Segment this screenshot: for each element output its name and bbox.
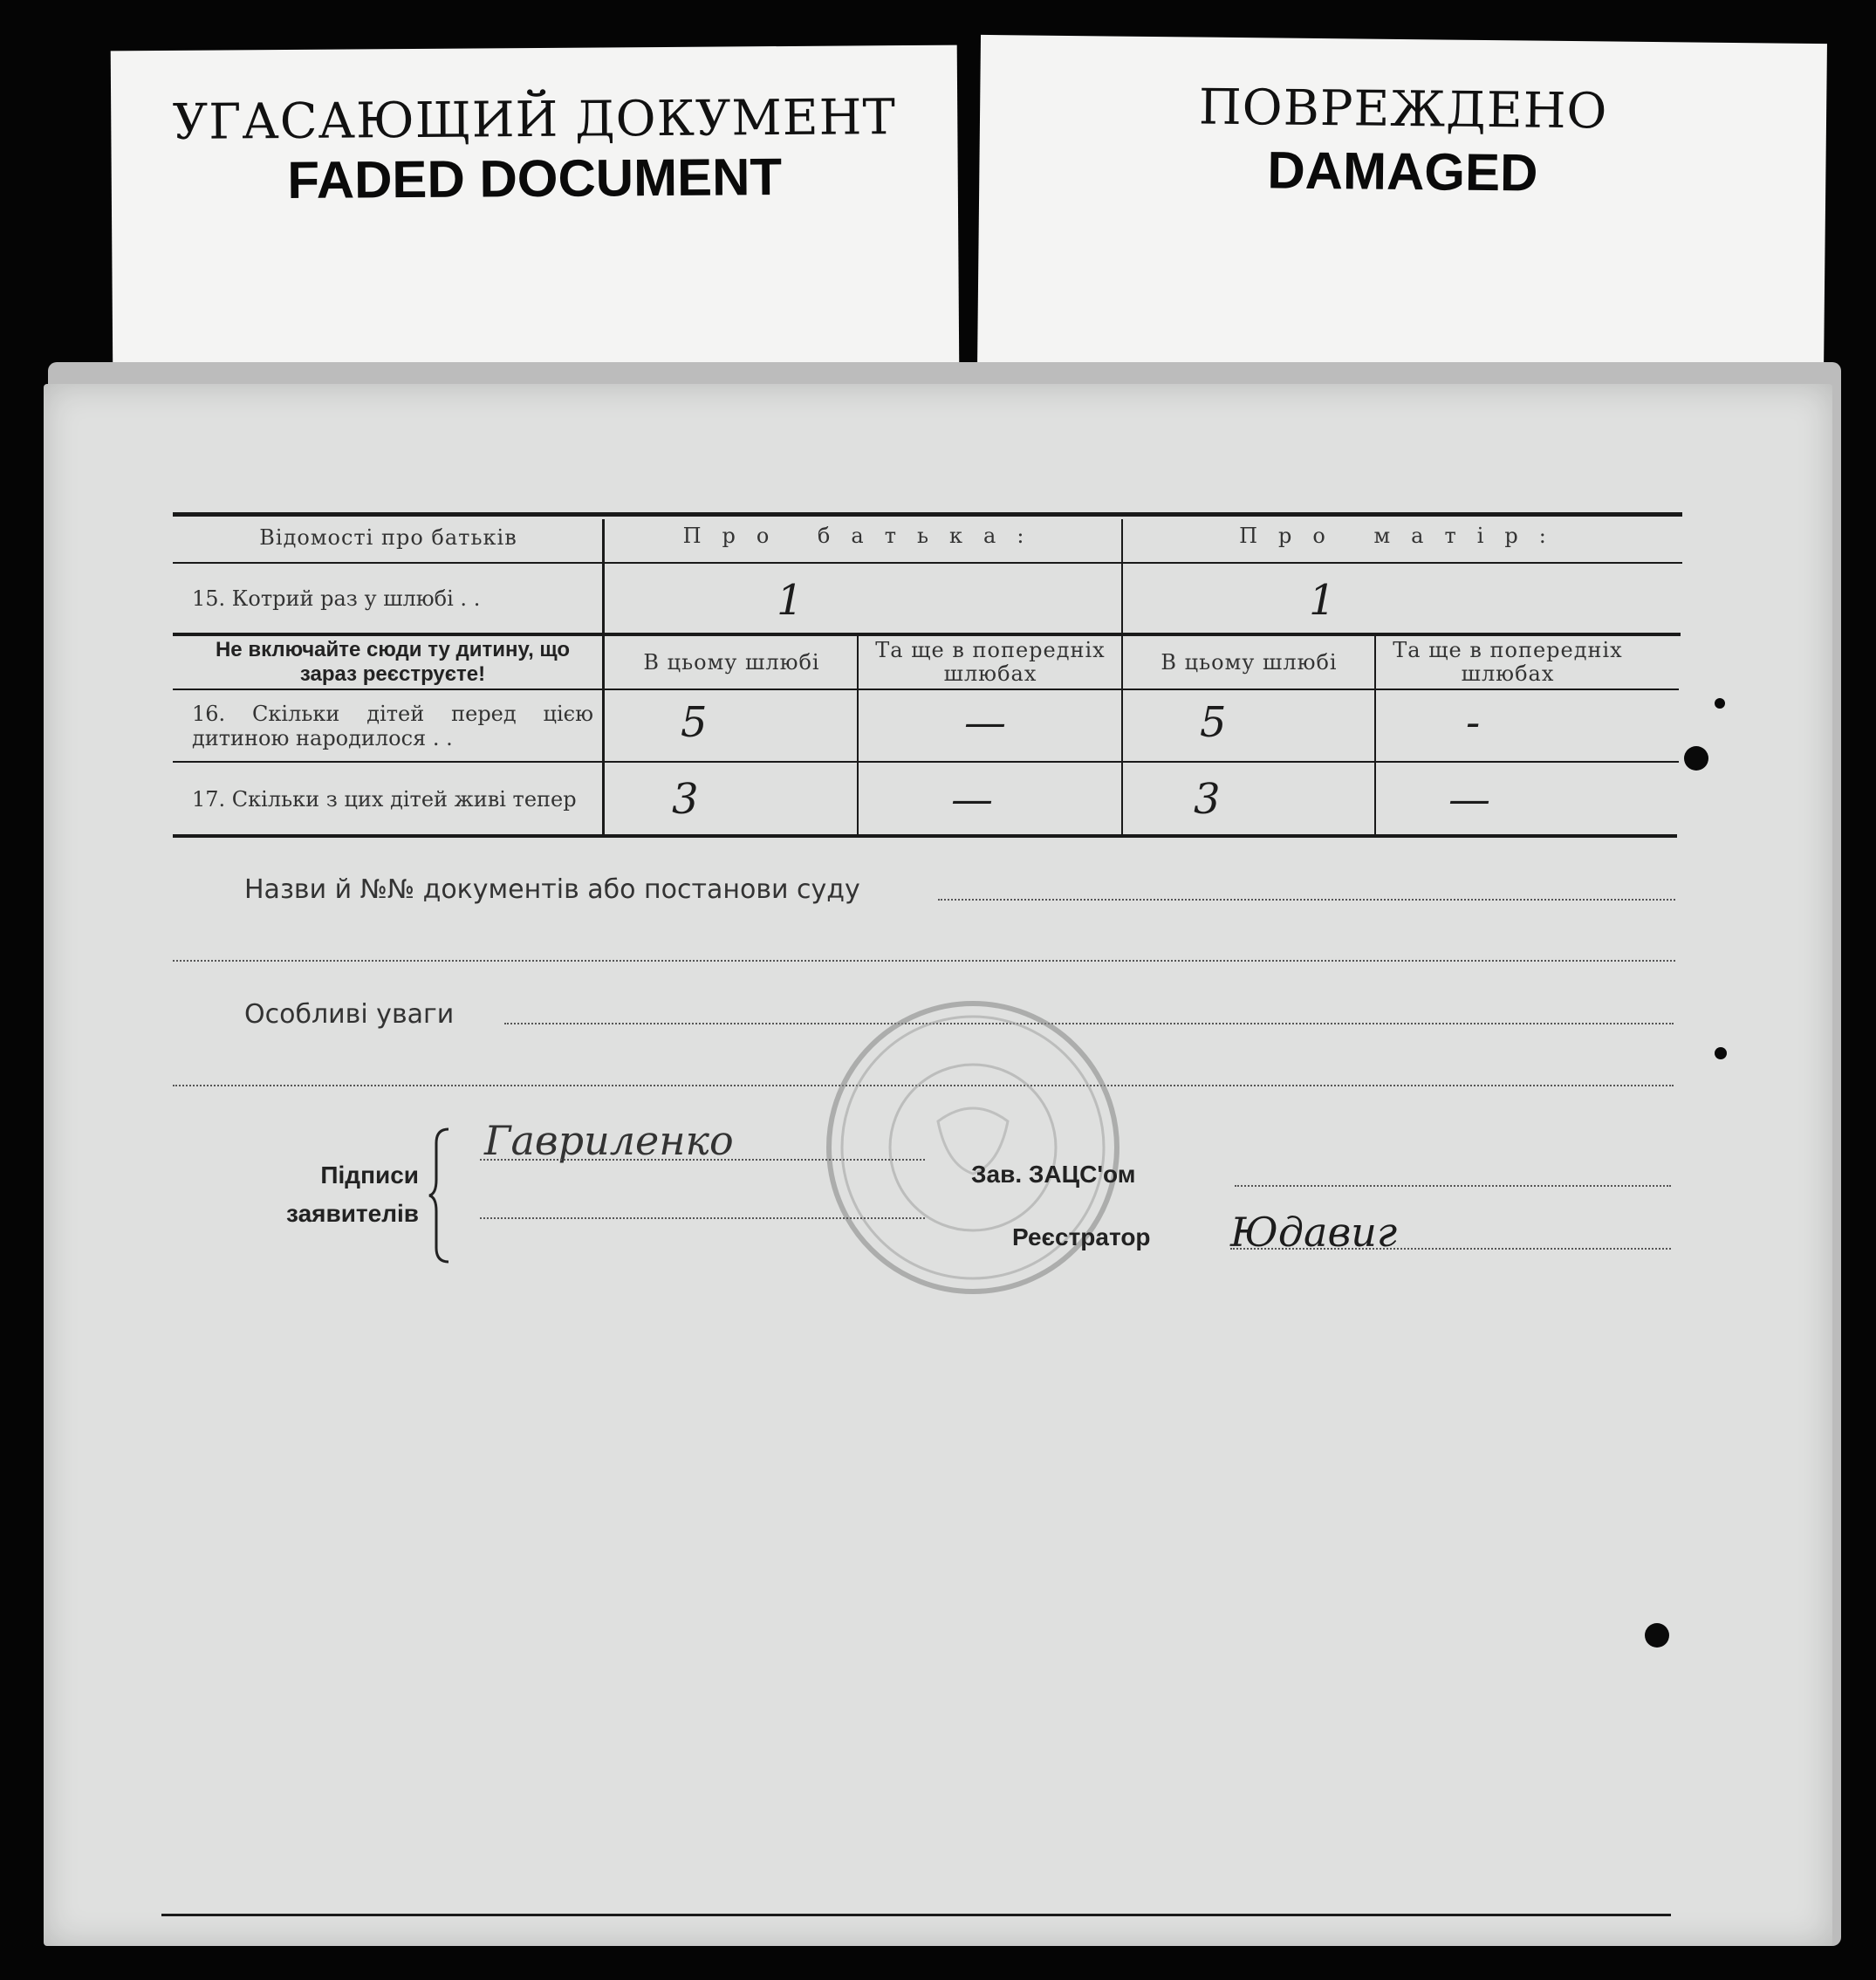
document-page: [44, 384, 1832, 1946]
table-row16-rule: [173, 761, 1679, 763]
table-header-rule: [173, 562, 1682, 564]
father-header: Про батька:: [682, 524, 1045, 548]
row16-father-this-marriage: 5: [681, 698, 708, 747]
row15-mother-value: 1: [1309, 576, 1336, 625]
row17-father-previous: —: [951, 775, 993, 824]
documents-line-2: [173, 960, 1675, 962]
registrar-label: Реєстратор: [1012, 1223, 1151, 1250]
remarks-label: Особливі уваги: [244, 999, 455, 1030]
parents-info-header: Відомості про батьків: [259, 525, 517, 550]
registrar-signature-line: [1230, 1248, 1671, 1250]
binding-hole: [1684, 746, 1708, 771]
applicant-signature: Гавриленко: [484, 1117, 734, 1164]
row17-label: 17. Скільки з цих дітей живі тепер: [192, 787, 577, 812]
father-this-marriage-header: В цьому шлюбі: [643, 650, 820, 675]
row15-label: 15. Котрий раз у шлюбі . .: [192, 586, 481, 611]
applicant-signature-line-2: [480, 1217, 925, 1219]
table-col-divider-1: [602, 519, 605, 834]
faded-label-english: FADED DOCUMENT: [287, 147, 783, 209]
row16-label: 16. Скільки дітей перед цією дитиною народилося . .: [192, 702, 593, 750]
binding-hole: [1715, 1047, 1727, 1059]
table-col-divider-3: [1121, 519, 1123, 834]
mother-previous-marriages-header: Та ще в попередніх шлюбах: [1393, 638, 1623, 686]
father-previous-marriages-header: Та ще в попередніх шлюбах: [875, 638, 1106, 686]
head-of-registry-label: Зав. ЗАЦС'ом: [971, 1161, 1136, 1188]
binding-hole: [1715, 698, 1725, 709]
table-bottom-rule: [173, 834, 1677, 838]
head-signature-line: [1235, 1185, 1671, 1187]
row17-father-this-marriage: 3: [672, 775, 699, 824]
applicants-brace: [428, 1126, 454, 1265]
faded-document-label: [111, 45, 960, 374]
page-bottom-rule: [161, 1914, 1671, 1916]
faded-label-russian: УГАСАЮЩИЙ ДОКУМЕНТ: [172, 89, 897, 151]
mother-this-marriage-header: В цьому шлюбі: [1161, 650, 1338, 675]
row16-mother-previous: -: [1466, 698, 1481, 747]
table-top-rule: [173, 512, 1682, 517]
row17-mother-previous: —: [1448, 775, 1490, 824]
row16-father-previous: —: [964, 698, 1006, 747]
damaged-label-english: DAMAGED: [1267, 140, 1538, 202]
row15-father-value: 1: [777, 576, 804, 625]
row17-mother-this-marriage: 3: [1194, 775, 1221, 824]
applicants-signatures-label: Підписи заявителів: [286, 1161, 419, 1227]
exclusion-note: Не включайте сюди ту дитину, що зараз реєструєте!: [215, 638, 571, 686]
official-stamp: [825, 999, 1121, 1296]
documents-label: Назви й №№ документів або постанови суду: [244, 874, 860, 905]
table-col-divider-4: [1374, 636, 1376, 834]
registrar-signature: Юдавиг: [1230, 1209, 1398, 1256]
table-col-divider-2: [857, 636, 859, 834]
binding-hole: [1645, 1623, 1669, 1648]
table-row15-rule: [173, 633, 1681, 636]
applicant-signature-line-1: [480, 1159, 925, 1161]
documents-line-1: [938, 899, 1675, 901]
row16-mother-this-marriage: 5: [1200, 698, 1227, 747]
damaged-label-russian: ПОВРЕЖДЕНО: [1198, 79, 1608, 140]
mother-header: Про матір:: [1239, 524, 1567, 548]
damaged-document-label: [977, 35, 1827, 375]
table-subheader-rule: [173, 689, 1679, 690]
